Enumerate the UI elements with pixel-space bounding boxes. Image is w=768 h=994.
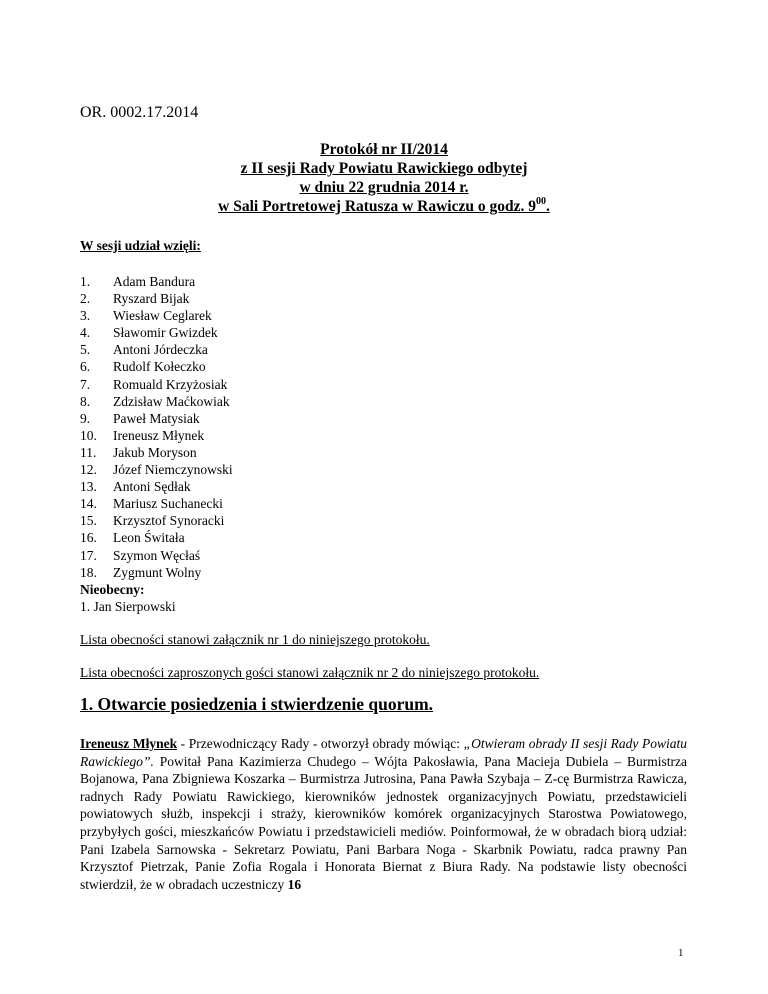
attendee-name: Józef Niemczynowski	[113, 462, 233, 478]
attendee-name: Antoni Sędłak	[113, 479, 191, 495]
attendee-name: Romuald Krzyżosiak	[113, 376, 228, 392]
attendee-item	[80, 410, 233, 427]
paragraph-intro: - Przewodniczący Rady - otworzył obrady mówiąc:	[177, 736, 464, 751]
attendee-name: Zygmunt Wolny	[113, 564, 202, 580]
attendee-item	[80, 564, 233, 581]
attendee-number: 12.	[80, 462, 97, 478]
attendee-number: 17.	[80, 547, 97, 563]
attendee-number: 11.	[80, 444, 97, 460]
attendee-name: Rudolf Kołeczko	[113, 359, 206, 375]
attendee-item	[80, 341, 233, 358]
attendee-item	[80, 290, 233, 307]
attendee-item	[80, 547, 233, 564]
page-number: 1	[678, 947, 684, 959]
attendee-number: 9.	[80, 410, 91, 426]
attendee-number: 4.	[80, 325, 91, 341]
paragraph-quote: „Otwieram obrady II sesji Rady Powiatu Rawickiego”.	[80, 736, 687, 769]
protocol-title	[0, 140, 768, 216]
attendee-item	[80, 444, 233, 461]
attendee-item	[80, 307, 233, 324]
attendee-number: 14.	[80, 496, 97, 512]
attendee-item	[80, 273, 233, 290]
title-line-4	[0, 197, 768, 216]
attendee-name: Mariusz Suchanecki	[113, 496, 223, 512]
attendee-name: Ryszard Bijak	[113, 291, 190, 307]
attendee-number: 1.	[80, 274, 91, 289]
attendee-number: 13.	[80, 479, 97, 495]
attendee-number: 8.	[80, 393, 91, 409]
absent-heading: Nieobecny:	[80, 582, 145, 597]
absent-item: 1. Jan Sierpowski	[80, 599, 176, 614]
attendance-count: 16	[287, 876, 302, 892]
title-time-superscript: 00	[535, 196, 546, 207]
attendee-number: 3.	[80, 308, 91, 324]
speaker-name: Ireneusz Młynek	[80, 736, 178, 751]
attendee-name: Sławomir Gwizdek	[113, 325, 218, 341]
attendee-name: Paweł Matysiak	[113, 410, 200, 426]
attendee-name: Adam Bandura	[113, 274, 196, 289]
attendees-heading: W sesji udział wzięli:	[80, 238, 201, 253]
section-1-heading: 1. Otwarcie posiedzenia i stwierdzenie quorum.	[80, 694, 434, 714]
absent-list	[80, 599, 176, 615]
attendee-number: 15.	[80, 513, 97, 529]
attendee-name: Szymon Węcłaś	[113, 547, 201, 563]
attendee-item	[80, 324, 233, 341]
attendees-list	[80, 273, 233, 581]
attendee-item	[80, 495, 233, 512]
title-line-1: Protokół nr II/2014	[320, 141, 448, 158]
attendee-number: 6.	[80, 359, 91, 375]
attendee-name: Ireneusz Młynek	[113, 427, 205, 443]
attendee-item	[80, 376, 233, 393]
attendee-number: 16.	[80, 530, 97, 546]
attendance-note-1: Lista obecności stanowi załącznik nr 1 do niniejszego protokołu.	[80, 632, 430, 647]
attendee-number: 5.	[80, 342, 91, 358]
attendee-name: Zdzisław Maćkowiak	[113, 393, 230, 409]
attendee-number: 7.	[80, 376, 91, 392]
attendance-note-2: Lista obecności zaproszonych gości stanowi załącznik nr 2 do niniejszego protokołu.	[80, 665, 540, 680]
attendee-item	[80, 529, 233, 546]
section-1-paragraph	[80, 735, 687, 893]
title-line-4-text: w Sali Portretowej Ratusza w Rawiczu o godz. 9	[218, 198, 536, 215]
attendee-item	[80, 461, 233, 478]
title-line-3: w dniu 22 grudnia 2014 r.	[299, 179, 469, 196]
attendee-item	[80, 512, 233, 529]
attendee-item	[80, 478, 233, 495]
attendee-number: 18.	[80, 564, 97, 580]
paragraph-text: Powitał Pana Kazimierza Chudego – Wójta Pakosławia, Pana Macieja Dubiela – Burmistrza Bojanowa, Pana Zbigniewa Koszarka – Burmistrza Jutrosina, Pana Pawła Szybaja – Z-cę Burmistrza Rawicza, radnych Rady Powiatu Rawickiego, kierowników jednostek organizacyjnych Powiatu, przedstawicieli powiatowych służb, inspekcji i straży, kierowników komórek organizacyjnych Starostwa Powiatowego, przybyłych gości, mieszkańców Powiatu i przedstawicieli mediów. Poinformował, że w obradach biorą udział: Pani Izabela Sarnowska - Sekretarz Powiatu, Pani Barbara Noga - Skarbnik Powiatu, radca prawny Pan Krzysztof Pietrzak, Panie Zofia Rogala i Honorata Biernat z Biura Rady. Na podstawie listy obecności stwierdził, że w obradach uczestniczy	[80, 753, 687, 892]
attendee-name: Antoni Jórdeczka	[113, 342, 208, 358]
attendee-item	[80, 358, 233, 375]
attendee-name: Jakub Moryson	[113, 444, 197, 460]
attendee-name: Leon Świtała	[113, 530, 185, 546]
attendee-name: Krzysztof Synoracki	[113, 513, 225, 529]
title-line-4-end: .	[545, 198, 550, 215]
attendee-item	[80, 393, 233, 410]
attendee-name: Wiesław Ceglarek	[113, 308, 212, 324]
attendee-item	[80, 427, 233, 444]
title-line-2: z II sesji Rady Powiatu Rawickiego odbytej	[240, 160, 528, 177]
attendee-number: 2.	[80, 291, 91, 307]
attendee-number: 10.	[80, 427, 97, 443]
document-reference: OR. 0002.17.2014	[80, 104, 199, 121]
